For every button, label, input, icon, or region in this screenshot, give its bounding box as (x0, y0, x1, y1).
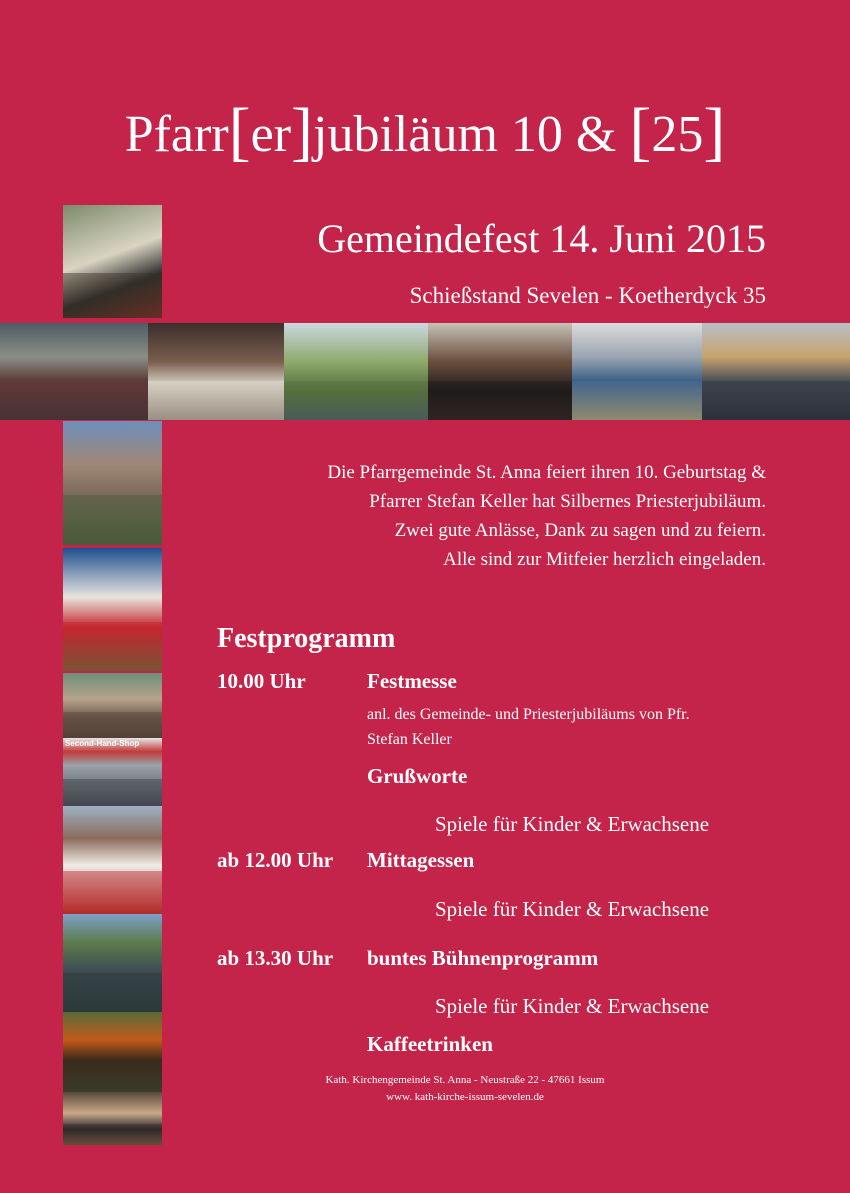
program-event-buehnenprogramm: buntes Bühnenprogramm (367, 946, 599, 970)
program-detail-festmesse-1: anl. des Gemeinde- und Priesterjubiläums von Pfr. (367, 706, 690, 723)
program-games-2: Spiele für Kinder & Erwachsene (435, 897, 710, 921)
program-detail-festmesse-2: Stefan Keller (367, 731, 452, 748)
footer-website[interactable]: www. kath-kirche-issum-sevelen.de (386, 1091, 544, 1103)
program-time-1330: ab 13.30 Uhr (217, 946, 334, 970)
program-event-kaffeetrinken: Kaffeetrinken (367, 1032, 493, 1056)
program-event-grussworte: Grußworte (367, 764, 468, 788)
photo-altar-servers (148, 323, 284, 420)
photo-marching-band (63, 914, 162, 1012)
photo-group-meal (428, 323, 572, 420)
title-part-jubilaeum: jubiläum 10 & (313, 106, 630, 163)
footer-address: Kath. Kirchengemeinde St. Anna - Neustraße 22 - 47661 Issum (325, 1074, 605, 1086)
intro-line: Alle sind zur Mitfeier herzlich eingeladen. (443, 549, 766, 570)
photo-procession (63, 806, 162, 914)
event-venue: Schießstand Sevelen - Koetherdyck 35 (409, 283, 766, 308)
photo-walkers-field (284, 323, 428, 420)
photo-crowd-tents (63, 673, 162, 738)
intro-line: Die Pfarrgemeinde St. Anna feiert ihren 10. Geburtstag & (327, 462, 766, 483)
shop-sign-label: Second-Hand-Shop (65, 739, 140, 748)
program-games-3: Spiele für Kinder & Erwachsene (435, 994, 710, 1018)
title-bracket: [ (228, 95, 251, 168)
intro-text (206, 458, 766, 574)
poster-title (0, 95, 850, 168)
program-heading: Festprogramm (217, 623, 396, 654)
photo-priests-altar (63, 205, 162, 318)
title-bracket: ] (291, 95, 314, 168)
photo-church-exterior (63, 421, 162, 545)
title-part-25: 25 (651, 106, 704, 163)
photo-church-crowd (0, 323, 148, 420)
program-games-1: Spiele für Kinder & Erwachsene (435, 812, 710, 836)
title-bracket: ] (703, 95, 726, 168)
title-bracket: [ (629, 95, 652, 168)
photo-second-hand-shop (63, 738, 162, 806)
event-subtitle: Gemeindefest 14. Juni 2015 (317, 216, 766, 261)
photo-children-group (572, 323, 702, 420)
photo-people-wooden-frame (702, 323, 850, 420)
program-time-1200: ab 12.00 Uhr (217, 848, 334, 872)
program-event-mittagessen: Mittagessen (367, 848, 475, 872)
program-time-1000: 10.00 Uhr (217, 669, 306, 693)
intro-line: Pfarrer Stefan Keller hat Silbernes Priesterjubiläum. (369, 491, 766, 512)
photo-speaker-stage (63, 548, 162, 671)
intro-line: Zwei gute Anlässe, Dank zu sagen und zu feiern. (394, 520, 766, 541)
title-part-pfarr: Pfarr (124, 106, 229, 163)
title-part-er: er (250, 106, 292, 163)
program-event-festmesse: Festmesse (367, 669, 457, 693)
